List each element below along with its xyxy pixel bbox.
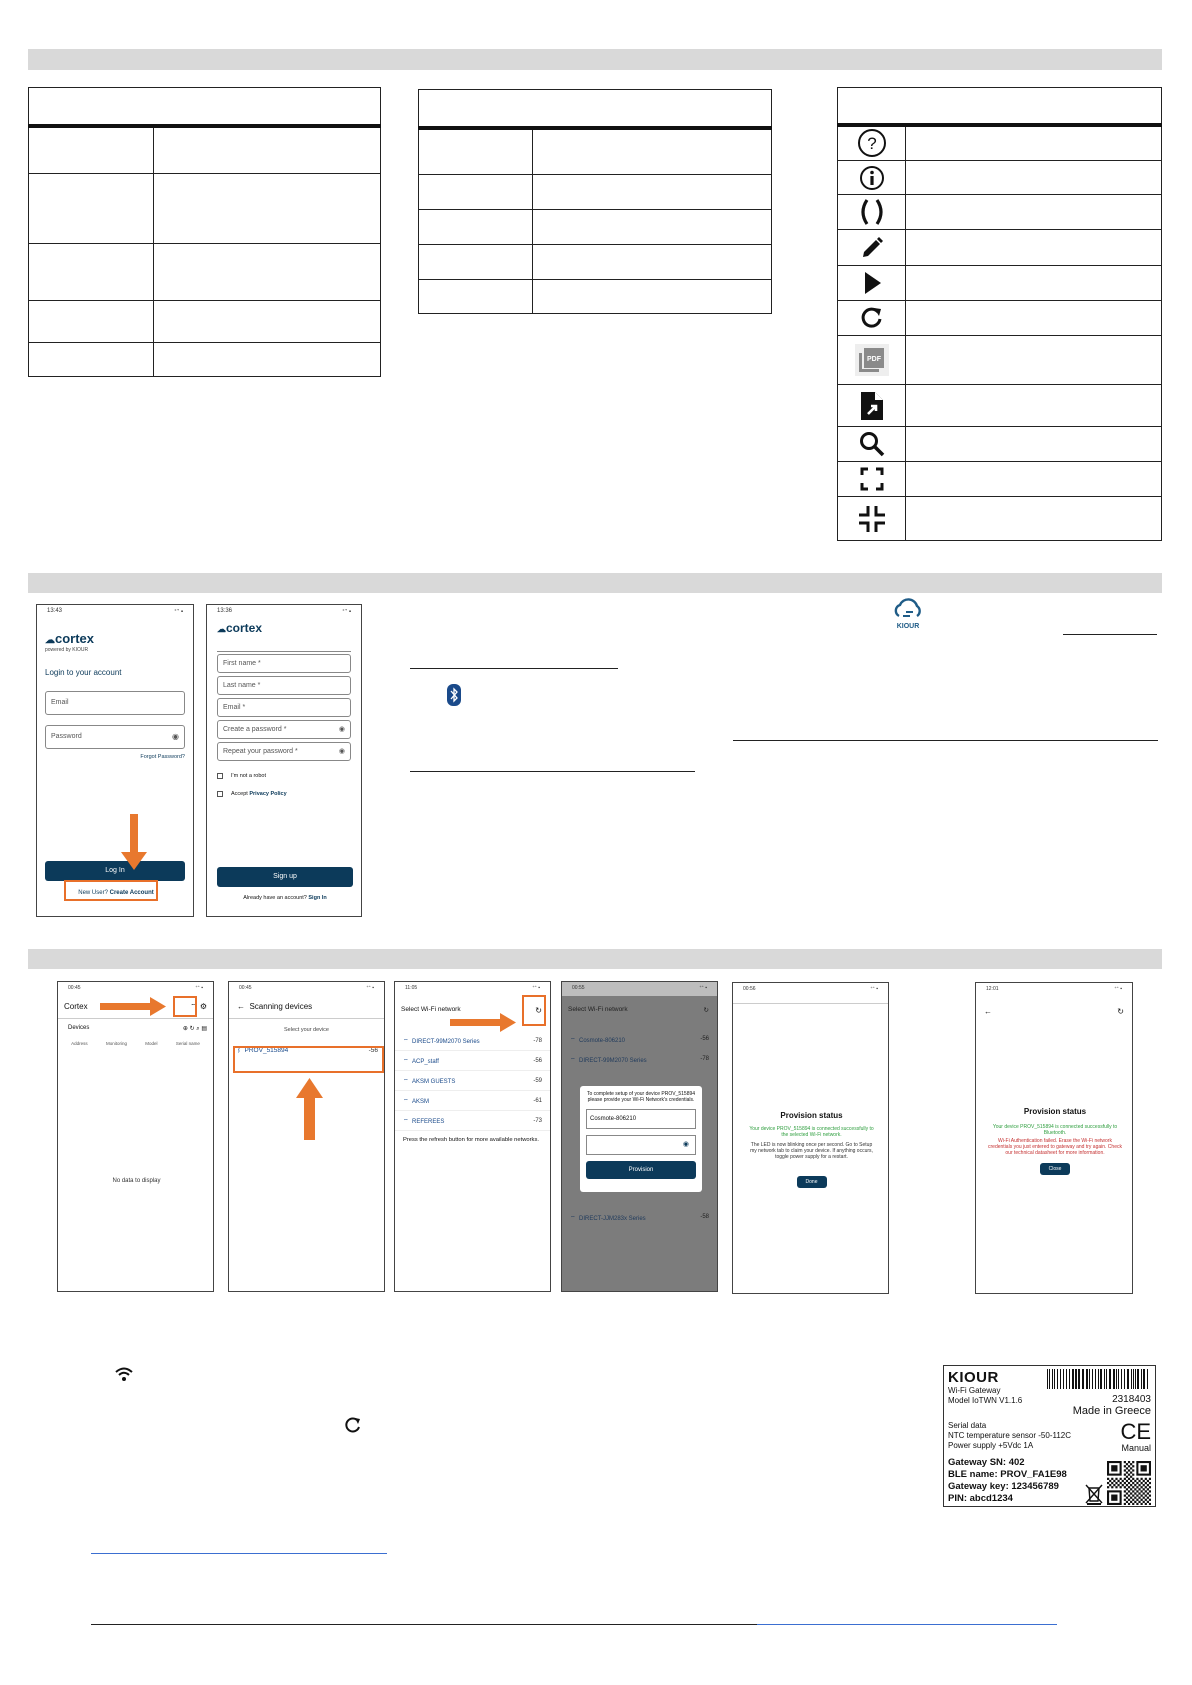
phone-credentials: 00:55 ⁺ᐩ ▪ Select Wi-Fi network ↻ ⌔ Cosmote-806210 -56 ⌔ DIRECT-99M2070 Series -78 To complete setup of your device PROV_515894 please provide your Wi-Fi Network's credentials. Cosmote-806210 ◉ Provision ⌔ DIRECT-JJM283x Series -58: [561, 981, 718, 1292]
signin-row[interactable]: Already have an account? Sign In: [243, 895, 327, 901]
table-left-cell: [29, 343, 154, 377]
table-icons-cell: [906, 427, 1162, 462]
wifi-network-list: [395, 1031, 550, 1131]
device-label: [943, 1365, 1156, 1507]
table-icons-cell: [906, 497, 1162, 541]
bluetooth-icon: [447, 684, 461, 706]
network-row[interactable]: ⌔ DIRECT-JJM283x Series -58: [570, 1214, 709, 1222]
table-left-cell: [29, 301, 154, 343]
wifi-rssi: -59: [533, 1077, 542, 1084]
table-middle-cell: [419, 245, 533, 280]
password-field[interactable]: Password ◉: [45, 725, 185, 749]
underline: [733, 740, 1158, 741]
signup-button[interactable]: Sign up: [217, 867, 353, 887]
refresh-icon: [838, 301, 906, 336]
table-left-cell: [154, 343, 381, 377]
label-brand: KIOUR: [948, 1369, 999, 1386]
empty-state: No data to display: [112, 1178, 161, 1184]
table-icons-cell: [906, 266, 1162, 301]
underline: [410, 771, 695, 772]
wifi-icon-highlight: [173, 996, 197, 1017]
phone-provision-success: 00:56 ⁺ᐩ ▪ Provision status Your device PROV_515894 is connected successfully to the selected Wi-Fi network. The LED is now blinking once per second. Go to Setup my network tab to claim your device. If anything occurs, toggle power supply for a restart. Done: [732, 982, 889, 1294]
refresh-icon[interactable]: ↻: [535, 1006, 542, 1015]
device-row[interactable]: ᛒ PROV_515894 -56: [237, 1047, 378, 1054]
table-middle-cell: [419, 175, 533, 210]
cloud-icon: ☁: [217, 624, 226, 634]
help-circle-icon: [838, 125, 906, 161]
phone-provision-failed: 12:01 ⁺ᐩ ▪ ← ↻ Provision status Your device PROV_515894 is connected successfully to Bluetooth. Wi-Fi Authentication failed. Erase the Wi-Fi network credentials you just entered to gateway and try again. Check our technical datasheet for more information. Close: [975, 982, 1133, 1294]
device-row-highlight: [233, 1046, 384, 1073]
footer-rule: [91, 1624, 757, 1625]
privacy-checkbox[interactable]: [217, 791, 223, 797]
eye-icon[interactable]: ◉: [338, 748, 345, 755]
wifi-network-row[interactable]: [395, 1071, 550, 1091]
refresh-highlight: [522, 995, 546, 1026]
login-button[interactable]: Log In: [45, 861, 185, 881]
create-account-row[interactable]: New User? Create Account: [78, 890, 154, 896]
table-left-cell: [154, 301, 381, 343]
table-icons-cell: [906, 462, 1162, 497]
gateway-sn: Gateway SN: 402: [948, 1457, 1025, 1468]
back-arrow-icon[interactable]: ←: [237, 1002, 245, 1011]
back-arrow-icon[interactable]: ←: [984, 1007, 992, 1016]
orange-arrowhead: [150, 997, 166, 1016]
done-button[interactable]: Done: [797, 1176, 827, 1188]
orange-arrowhead: [121, 852, 147, 870]
fullscreen-icon: [838, 462, 906, 497]
table-middle-cell: [533, 245, 772, 280]
bluetooth-icon: ᛒ: [237, 1047, 241, 1054]
section-band-3: [28, 949, 1162, 969]
eye-icon[interactable]: ◉: [682, 1141, 689, 1148]
ble-name: BLE name: PROV_FA1E98: [948, 1469, 1067, 1480]
table-left-cell: [29, 244, 154, 301]
table-icons-header: [838, 88, 1162, 125]
refresh-icon[interactable]: ↻: [1117, 1007, 1124, 1016]
ce-mark-icon: CE: [1120, 1419, 1151, 1444]
link-underline: [757, 1624, 1057, 1625]
parentheses-icon: [838, 195, 906, 230]
provision-title: Provision status: [1023, 1107, 1087, 1116]
robot-checkbox-row[interactable]: I'm not a robot: [217, 773, 351, 779]
serial-data: Serial data: [948, 1421, 987, 1430]
wifi-network-name: AKSM: [411, 1098, 429, 1105]
orange-arrowhead: [500, 1013, 516, 1032]
wifi-rssi: -78: [533, 1037, 542, 1044]
gear-icon[interactable]: ⚙: [199, 1002, 207, 1011]
cortex-logo: ☁cortex: [45, 631, 95, 646]
refresh-hint: Press the refresh button for more available networks.: [403, 1137, 539, 1143]
table-left-cell: [29, 126, 154, 174]
success-message: Your device PROV_515894 is connected successfully to the selected Wi-Fi network.: [749, 1126, 874, 1138]
wifi-network-row[interactable]: [395, 1031, 550, 1051]
wifi-signal-icon: ⌔: [403, 1118, 409, 1125]
svg-text:?: ?: [866, 134, 877, 154]
table-left: [28, 87, 381, 377]
privacy-checkbox-row[interactable]: Accept Privacy Policy: [217, 791, 351, 797]
orange-arrowhead: [296, 1078, 323, 1098]
powered-by: powered by KIOUR: [45, 647, 89, 653]
section-band-1: [28, 49, 1162, 70]
power-supply: Power supply +5Vdc 1A: [948, 1441, 1034, 1450]
made-in: Made in Greece: [1072, 1405, 1151, 1417]
provision-title: Provision status: [780, 1111, 843, 1120]
table-icons-cell: [906, 125, 1162, 161]
refresh-icon: [344, 1416, 362, 1434]
failed-header: [976, 997, 1132, 1016]
orange-arrow-right: [450, 1019, 502, 1026]
network-row[interactable]: ⌔ Cosmote-806210 -56: [570, 1036, 709, 1044]
password-field[interactable]: [586, 1135, 696, 1155]
phone-login: 13:43 ⁺ᐩ ▪ ☁cortex powered by KIOUR Login to your account Email Password ◉ Forgot Password? Log In New User? Create Account: [36, 604, 194, 917]
wifi-network-name: DIRECT-99M2070 Series: [411, 1038, 480, 1045]
table-left-cell: [154, 174, 381, 244]
pencil-icon: [838, 230, 906, 266]
phone-scanning: 00:45 ⁺ᐩ ▪ ← Scanning devices Select your device ᛒ PROV_515894 -56: [228, 981, 385, 1292]
provision-button[interactable]: Provision: [586, 1161, 696, 1179]
phone-devices: 00:45 ⁺ᐩ ▪ Cortex ⌔ ⚙ Devices ⊕ ↻ ⌕ ▤ Address Monitoring Model Serial name No data to display: [57, 981, 214, 1292]
cortex-logo: ☁cortex: [217, 621, 263, 635]
table-icons-cell: [906, 195, 1162, 230]
pdf-icon: [838, 336, 906, 385]
table-middle-cell: [533, 128, 772, 175]
gateway-key: Gateway key: 123456789: [948, 1481, 1059, 1492]
table-icons-cell: [906, 336, 1162, 385]
repeat-password-field[interactable]: Repeat your password * ◉: [217, 742, 351, 761]
info-icon: [838, 161, 906, 195]
weee-bin-icon: [1084, 1483, 1104, 1505]
table-icons-cell: [906, 161, 1162, 195]
manual-label: Manual: [1121, 1443, 1151, 1453]
wifi-signal-icon: ⌔: [403, 1078, 409, 1085]
wifi-network-row[interactable]: [395, 1091, 550, 1111]
file-export-icon: [838, 385, 906, 427]
label-line2: Model IoTWN V1.1.6: [948, 1396, 1023, 1405]
cloud-icon: ☁: [45, 635, 55, 646]
table-icons-cell: [906, 230, 1162, 266]
table-middle-cell: [533, 280, 772, 314]
wifi-network-name: REFEREES: [411, 1118, 445, 1125]
eye-icon[interactable]: ◉: [338, 726, 345, 733]
wifi-signal-icon: ⌔: [403, 1038, 409, 1045]
phone-signup: 13:36 ⁺ᐩ ▪ ☁cortex First name * Last name * Email * Create a password * ◉ Repeat your password * ◉ I'm not a robot Accept Privacy Policy Sign up Already have an account? Sign In: [206, 604, 362, 917]
underline: [1063, 634, 1157, 635]
table-left-cell: [29, 174, 154, 244]
section-band-2: [28, 573, 1162, 593]
eye-icon[interactable]: ◉: [172, 732, 179, 741]
table-middle-cell: [533, 175, 772, 210]
instructions: The LED is now blinking once per second. Go to Setup my network tab to claim your device. If anything occurs, toggle power supply for a restart.: [750, 1142, 873, 1160]
wifi-icon: [114, 1366, 134, 1382]
table-middle-cell: [533, 210, 772, 245]
wifi-header: Select Wi-Fi network ↻: [401, 1006, 542, 1015]
svg-text:PDF: PDF: [866, 356, 881, 363]
table-icons-cell: [906, 385, 1162, 427]
last-name-field[interactable]: Last name *: [217, 676, 351, 695]
underline: [410, 668, 618, 669]
wifi-rssi: -61: [533, 1097, 542, 1104]
email-field[interactable]: Email *: [217, 698, 351, 717]
email-field[interactable]: Email: [45, 691, 185, 715]
app-title: Cortex: [64, 1002, 88, 1011]
error-message: Wi-Fi Authentication failed. Erase the Wi-Fi network credentials you just entered to gateway and try again. Check our technical datasheet for more information.: [988, 1138, 1122, 1156]
wifi-network-row[interactable]: [395, 1051, 550, 1071]
table-middle: [418, 89, 772, 314]
status-time: 13:36: [217, 608, 233, 614]
first-name-field[interactable]: First name *: [217, 654, 351, 673]
wifi-icon[interactable]: ⌔: [190, 1002, 198, 1011]
table-left-header: [29, 88, 381, 126]
scanning-header: ← Scanning devices: [237, 1002, 313, 1011]
svg-text:KIOUR: KIOUR: [896, 623, 920, 630]
ntc-sensor: NTC temperature sensor -50-112C: [948, 1431, 1072, 1440]
table-middle-cell: [419, 128, 533, 175]
kiour-cloud-logo: [890, 594, 926, 630]
create-account-highlight: [64, 880, 158, 901]
table-middle-header: [419, 90, 772, 128]
robot-checkbox[interactable]: [217, 773, 223, 779]
refresh-icon[interactable]: ↻: [703, 1007, 709, 1014]
qr-code: [1107, 1461, 1151, 1505]
forgot-password-link[interactable]: Forgot Password?: [140, 754, 185, 760]
scanning-subtitle: Select your device: [284, 1027, 329, 1033]
orange-arrow-right: [100, 1003, 152, 1010]
dialog-text: To complete setup of your device PROV_515894 please provide your Wi-Fi Network's credentials.: [586, 1091, 696, 1103]
wifi-header: Select Wi-Fi network ↻: [568, 1006, 709, 1014]
play-icon: [838, 266, 906, 301]
search-icon: [838, 427, 906, 462]
wifi-signal-icon: ⌔: [403, 1058, 409, 1065]
pin: PIN: abcd1234: [948, 1493, 1013, 1504]
status-time: 13:43: [47, 608, 63, 614]
create-password-field[interactable]: Create a password * ◉: [217, 720, 351, 739]
ssid-field[interactable]: Cosmote-806210: [586, 1109, 696, 1129]
network-row[interactable]: ⌔ DIRECT-99M2070 Series -78: [570, 1056, 709, 1064]
orange-arrow-up: [304, 1096, 315, 1140]
label-line1: Wi-Fi Gateway: [948, 1386, 1001, 1395]
wifi-rssi: -56: [533, 1057, 542, 1064]
device-toolbar[interactable]: ⊕ ↻ ⌕ ▤: [182, 1026, 207, 1032]
barcode-number: 2318403: [1112, 1394, 1151, 1405]
orange-arrow-down: [130, 814, 138, 854]
phone-wifi-list: 11:05 ⁺ᐩ ▪ Select Wi-Fi network ↻ ⌔ DIRECT-99M2070 Series -78 ⌔ ACP_staff -56 ⌔ AKSM GUESTS -59 ⌔ AKSM -61 ⌔ REFEREES -73 Press the refresh button for more available networks.: [394, 981, 551, 1292]
link-underline: [91, 1553, 387, 1554]
table-icons: [837, 87, 1162, 541]
barcode: [1047, 1369, 1151, 1389]
table-middle-cell: [419, 210, 533, 245]
table-left-cell: [154, 244, 381, 301]
table-left-cell: [154, 126, 381, 174]
devices-columns: Address Monitoring Model Serial name: [71, 1041, 200, 1046]
wifi-signal-icon: ⌔: [403, 1098, 409, 1105]
bluetooth-message: Your device PROV_515894 is connected successfully to Bluetooth.: [992, 1124, 1118, 1136]
wifi-network-name: AKSM GUESTS: [411, 1078, 456, 1085]
close-button[interactable]: Close: [1040, 1163, 1070, 1175]
table-middle-cell: [419, 280, 533, 314]
table-icons-cell: [906, 301, 1162, 336]
login-title: Login to your account: [45, 668, 122, 677]
wifi-network-row[interactable]: [395, 1111, 550, 1131]
credentials-dialog: [580, 1086, 702, 1192]
wifi-rssi: -73: [533, 1117, 542, 1124]
devices-header: Devices: [68, 1025, 90, 1031]
wifi-network-name: ACP_staff: [411, 1058, 439, 1065]
exit-fullscreen-icon: [838, 497, 906, 541]
